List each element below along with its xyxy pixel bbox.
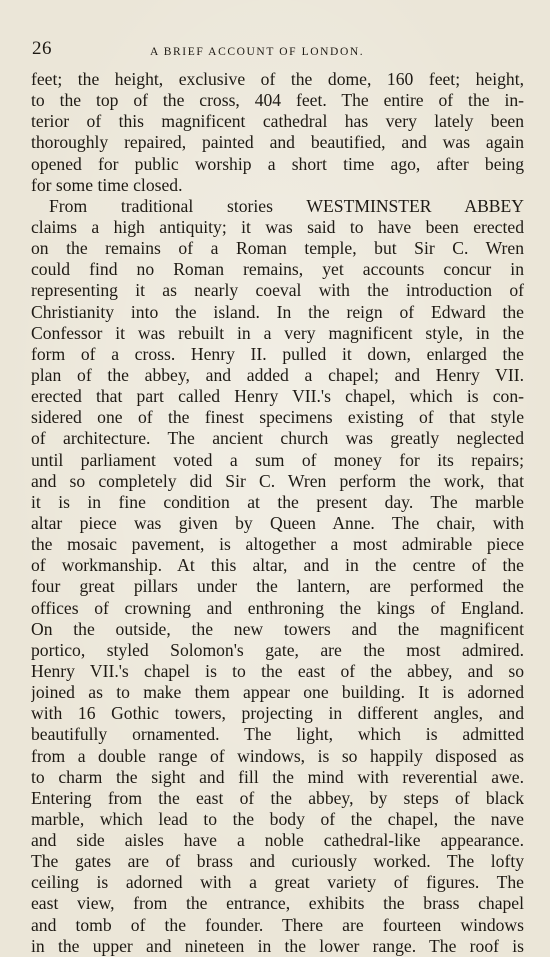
text-line: erected that part called Henry VII.'s chapel, which is con-: [31, 386, 524, 407]
text-line: marble, which lead to the body of the chapel, the nave: [31, 808, 524, 829]
text-line: From traditional stories WESTMINSTER ABBEY: [49, 195, 524, 216]
text-line: claims a high antiquity; it was said to have been erected: [31, 216, 524, 237]
text-line: and so completely did Sir C. Wren perform the work, that: [31, 470, 524, 491]
running-head: A BRIEF ACCOUNT OF LONDON.: [150, 46, 365, 58]
text-line: Henry VII.'s chapel is to the east of the abbey, and so: [31, 660, 524, 681]
text-line: could find no Roman remains, yet accounts concur in: [31, 259, 524, 280]
text-line: Christianity into the island. In the reign of Edward the: [31, 301, 524, 322]
text-line: with 16 Gothic towers, projecting in different angles, and: [31, 703, 524, 724]
text-line: on the remains of a Roman temple, but Sir C. Wren: [31, 238, 524, 259]
text-line: thoroughly repaired, painted and beautified, and was again: [31, 132, 524, 153]
text-line: offices of crowning and enthroning the kings of England.: [31, 597, 524, 618]
text-line: of architecture. The ancient church was greatly neglected: [31, 428, 524, 449]
page-number: 26: [32, 38, 52, 59]
text-line: beautifully ornamented. The light, which is admitted: [31, 724, 524, 745]
text-line: joined as to make them appear one building. It is adorned: [31, 682, 524, 703]
text-line: the mosaic pavement, is altogether a most admirable piece: [31, 534, 524, 555]
text-line: altar piece was given by Queen Anne. The chair, with: [31, 512, 524, 533]
text-line: portico, styled Solomon's gate, are the most admired.: [31, 639, 524, 660]
text-line: opened for public worship a short time ago, after being: [31, 153, 524, 174]
text-line: it is in fine condition at the present day. The marble: [31, 491, 524, 512]
text-line: for some time closed.: [31, 174, 183, 195]
text-line: from a double range of windows, is so happily disposed as: [31, 745, 524, 766]
text-line: to the top of the cross, 404 feet. The entire of the in-: [31, 90, 524, 111]
text-line: in the upper and nineteen in the lower range. The roof is: [31, 935, 524, 956]
text-line: Confessor it was rebuilt in a very magnificent style, in the: [31, 322, 524, 343]
text-line: and side aisles have a noble cathedral-like appearance.: [31, 830, 524, 851]
text-line: terior of this magnificent cathedral has very lately been: [31, 111, 524, 132]
text-line: Entering from the east of the abbey, by steps of black: [31, 787, 524, 808]
text-line: four great pillars under the lantern, are performed the: [31, 576, 524, 597]
text-line: plan of the abbey, and added a chapel; and Henry VII.: [31, 364, 524, 385]
text-line: of workmanship. At this altar, and in the centre of the: [31, 555, 524, 576]
text-line: and tomb of the founder. There are fourteen windows: [31, 914, 524, 935]
text-line: form of a cross. Henry II. pulled it down, enlarged the: [31, 343, 524, 364]
text-line: to charm the sight and fill the mind with reverential awe.: [31, 766, 524, 787]
body-text: [31, 69, 524, 957]
text-line: representing it as nearly coeval with the introduction of: [31, 280, 524, 301]
text-line: The gates are of brass and curiously worked. The lofty: [31, 851, 524, 872]
text-line: sidered one of the finest specimens existing of that style: [31, 407, 524, 428]
page-header: [0, 38, 550, 64]
text-line: feet; the height, exclusive of the dome, 160 feet; height,: [31, 69, 524, 89]
text-line: east view, from the entrance, exhibits the brass chapel: [31, 893, 524, 914]
text-line: until parliament voted a sum of money for its repairs;: [31, 449, 524, 470]
text-line: ceiling is adorned with a great variety of figures. The: [31, 872, 524, 893]
text-line: On the outside, the new towers and the magnificent: [31, 618, 524, 639]
